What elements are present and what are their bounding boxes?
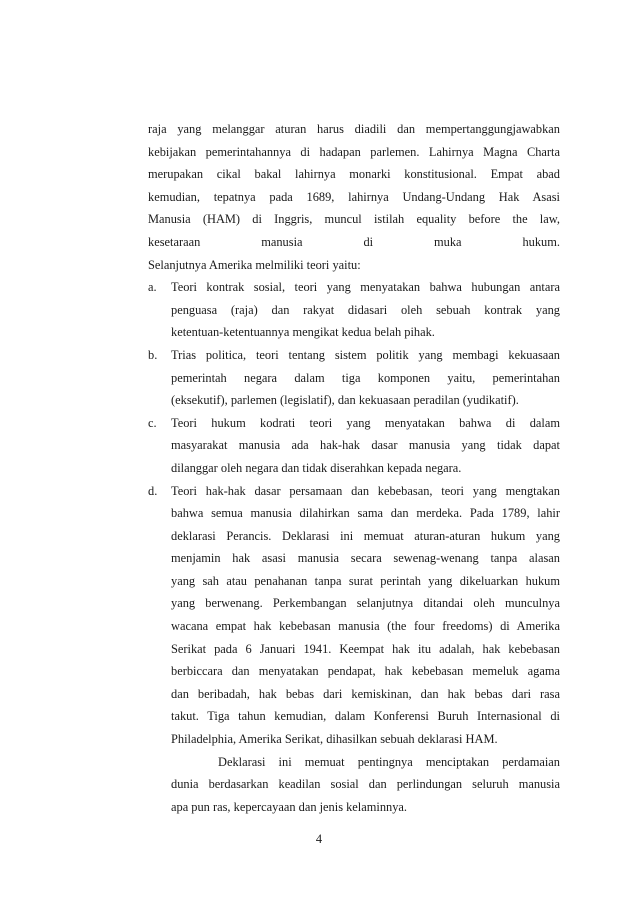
list-marker: d.: [148, 483, 158, 498]
text-line: (eksekutif), parlemen (legislatif), dan kekuasaan peradilan (yudikatif).: [171, 393, 519, 408]
text-line: pemerintah negara dalam tiga komponen yaitu, pemerintahan: [171, 370, 560, 385]
body-text: [148, 118, 560, 818]
text-line: menjamin hak asasi manusia secara sewenag-wenang tanpa alasan: [171, 551, 560, 566]
text-line: Manusia (HAM) di Inggris, muncul istilah equality before the law,: [148, 212, 560, 227]
text-line: Teori hukum kodrati teori yang menyatakan bahwa di dalam: [171, 415, 560, 430]
text-line: Deklarasi ini memuat pentingnya menciptakan perdamaian: [218, 754, 560, 769]
text-line: wacana empat hak kebebasan manusia (the four freedoms) di Amerika: [171, 619, 560, 634]
page-number: 4: [315, 832, 323, 846]
text-line: Teori kontrak sosial, teori yang menyatakan bahwa hubungan antara: [171, 280, 560, 295]
list-item-a: [148, 276, 560, 344]
text-line: kemudian, tepatnya pada 1689, lahirnya Undang-Undang Hak Asasi: [148, 189, 560, 204]
text-line: dan beribadah, hak bebas dari kemiskinan, dan hak bebas dari rasa: [171, 686, 560, 701]
text-line: berbiccara dan menyatakan pendapat, hak kebebasan memeluk agama: [171, 664, 560, 679]
text-line: ketentuan-ketentuannya mengikat kedua belah pihak.: [171, 325, 435, 340]
text-line: bahwa semua manusia dilahirkan sama dan merdeka. Pada 1789, lahir: [171, 506, 560, 521]
list-marker: c.: [148, 415, 157, 430]
text-line: apa pun ras, kepercayaan dan jenis kelaminnya.: [171, 799, 408, 814]
text-line: Selanjutnya Amerika melmiliki teori yaitu:: [148, 257, 361, 272]
text-line: yang berwenang. Perkembangan selanjutnya ditandai oleh munculnya: [171, 596, 560, 611]
list-item-c: [148, 412, 560, 480]
text-line: Trias politica, teori tentang sistem politik yang membagi kekuasaan: [171, 347, 560, 362]
text-line: merupakan cikal bakal lahirnya monarki konstitusional. Empat abad: [148, 167, 560, 182]
list-item-b: [148, 344, 560, 412]
text-line: masyarakat manusia ada hak-hak dasar manusia yang tidak dapat: [171, 438, 560, 453]
text-line: kesetaraan manusia di muka hukum.: [148, 234, 560, 249]
text-line: Serikat pada 6 Januari 1941. Keempat hak itu adalah, hak kebebasan: [171, 641, 560, 656]
text-line: Philadelphia, Amerika Serikat, dihasilkan sebuah deklarasi HAM.: [171, 732, 498, 747]
list-marker: a.: [148, 280, 157, 295]
list-item-d: [148, 480, 560, 751]
text-line: yang sah atau penahanan tanpa surat perintah yang dikeluarkan hukum: [171, 573, 560, 588]
text-line: deklarasi Perancis. Deklarasi ini memuat aturan-aturan hukum yang: [171, 528, 560, 543]
text-line: Teori hak-hak dasar persamaan dan kebebasan, teori yang mengtakan: [171, 483, 560, 498]
list-marker: b.: [148, 347, 158, 362]
text-line: kebijakan pemerintahannya di hadapan parlemen. Lahirnya Magna Charta: [148, 144, 560, 159]
text-line: takut. Tiga tahun kemudian, dalam Konferensi Buruh Internasional di: [171, 709, 560, 724]
text-line: dunia berdasarkan keadilan sosial dan perlindungan seluruh manusia: [171, 777, 560, 792]
text-line: dilanggar oleh negara dan tidak diserahkan kepada negara.: [171, 460, 462, 475]
text-line: raja yang melanggar aturan harus diadili dan mempertanggungjawabkan: [148, 122, 560, 136]
text-line: penguasa (raja) dan rakyat didasari oleh sebuah kontrak yang: [171, 302, 560, 317]
